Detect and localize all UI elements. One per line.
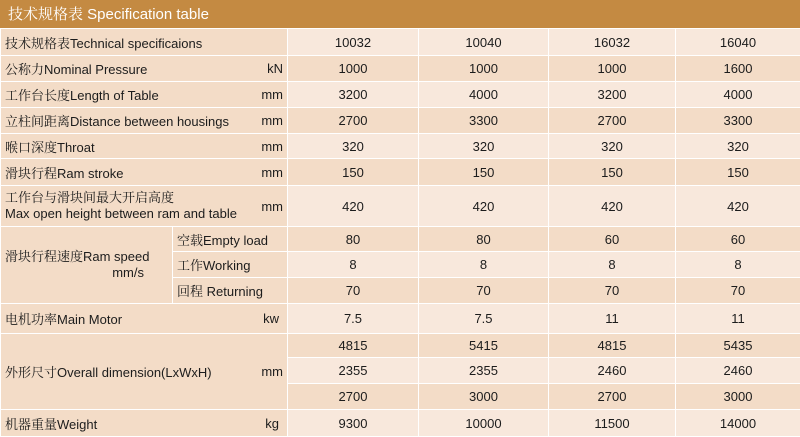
nominal-pressure-label bbox=[1, 56, 288, 82]
row-label: 公称力Nominal Pressure bbox=[5, 59, 147, 78]
value-cell: 420 bbox=[419, 186, 549, 227]
table-row-ram-speed-empty bbox=[1, 227, 800, 252]
value-cell: 1600 bbox=[676, 56, 800, 82]
value-cell: 8 bbox=[549, 252, 676, 278]
value-cell: 320 bbox=[288, 134, 419, 159]
value-cell: 70 bbox=[419, 278, 549, 304]
value-cell: 320 bbox=[419, 134, 549, 159]
value-cell: 11 bbox=[676, 304, 800, 334]
model-cell: 10032 bbox=[288, 29, 419, 56]
table-row-max-open-height bbox=[1, 186, 800, 227]
value-cell: 2355 bbox=[419, 358, 549, 384]
value-cell: 7.5 bbox=[419, 304, 549, 334]
value-cell: 320 bbox=[676, 134, 800, 159]
value-cell: 80 bbox=[288, 227, 419, 252]
table-row-nominal-pressure bbox=[1, 56, 800, 82]
value-cell: 5415 bbox=[419, 334, 549, 358]
value-cell: 70 bbox=[549, 278, 676, 304]
row-label-en: Max open height between ram and table bbox=[5, 206, 237, 222]
value-cell: 60 bbox=[676, 227, 800, 252]
value-cell: 80 bbox=[419, 227, 549, 252]
housing-distance-label bbox=[1, 108, 288, 134]
value-cell: 2700 bbox=[288, 384, 419, 410]
row-label: 喉口深度Throat bbox=[5, 137, 95, 156]
row-label: 滑块行程速度Ram speed bbox=[5, 249, 168, 265]
value-cell: 2700 bbox=[549, 108, 676, 134]
value-cell: 4815 bbox=[288, 334, 419, 358]
table-row-throat bbox=[1, 134, 800, 159]
row-label: 机器重量Weight bbox=[5, 414, 97, 433]
value-cell: 4000 bbox=[419, 82, 549, 108]
spec-table bbox=[0, 28, 800, 437]
value-cell: 420 bbox=[676, 186, 800, 227]
row-label: 电机功率Main Motor bbox=[5, 309, 122, 328]
value-cell: 11500 bbox=[549, 410, 676, 437]
weight-label bbox=[1, 410, 288, 437]
value-cell: 1000 bbox=[549, 56, 676, 82]
row-unit: kg bbox=[265, 416, 283, 431]
value-cell: 420 bbox=[549, 186, 676, 227]
value-cell: 8 bbox=[676, 252, 800, 278]
value-cell: 150 bbox=[676, 159, 800, 186]
working-label: 工作Working bbox=[173, 252, 288, 278]
value-cell: 14000 bbox=[676, 410, 800, 437]
value-cell: 4815 bbox=[549, 334, 676, 358]
ram-speed-label bbox=[1, 227, 173, 304]
value-cell: 1000 bbox=[419, 56, 549, 82]
row-label: 滑块行程Ram stroke bbox=[5, 163, 123, 182]
table-row-housing-distance bbox=[1, 108, 800, 134]
row-label-cn: 工作台与滑块间最大开启高度 bbox=[5, 190, 237, 206]
table-row-weight bbox=[1, 410, 800, 437]
returning-label: 回程 Returning bbox=[173, 278, 288, 304]
row-unit: mm bbox=[261, 165, 283, 180]
row-unit: kN bbox=[267, 61, 283, 76]
model-cell: 16040 bbox=[676, 29, 800, 56]
empty-load-label: 空载Empty load bbox=[173, 227, 288, 252]
value-cell: 150 bbox=[288, 159, 419, 186]
row-label: 外形尺寸Overall dimension(LxWxH) bbox=[5, 362, 212, 381]
row-unit: mm bbox=[261, 364, 283, 379]
value-cell: 8 bbox=[288, 252, 419, 278]
max-open-height-label bbox=[1, 186, 288, 227]
value-cell: 7.5 bbox=[288, 304, 419, 334]
table-title: 技术规格表 Specification table bbox=[0, 0, 800, 28]
value-cell: 420 bbox=[288, 186, 419, 227]
value-cell: 70 bbox=[676, 278, 800, 304]
row-unit: mm bbox=[261, 113, 283, 128]
ram-stroke-label bbox=[1, 159, 288, 186]
row-label: 工作台长度Length of Table bbox=[5, 85, 159, 104]
row-label: 立柱间距离Distance between housings bbox=[5, 111, 229, 130]
row-unit: mm bbox=[261, 199, 283, 214]
row-unit: mm bbox=[261, 139, 283, 154]
model-cell: 10040 bbox=[419, 29, 549, 56]
value-cell: 2460 bbox=[676, 358, 800, 384]
table-row-ram-stroke bbox=[1, 159, 800, 186]
value-cell: 2460 bbox=[549, 358, 676, 384]
table-row-models bbox=[1, 29, 800, 56]
value-cell: 3000 bbox=[419, 384, 549, 410]
value-cell: 1000 bbox=[288, 56, 419, 82]
table-row-overall-dimension-length bbox=[1, 334, 800, 358]
value-cell: 2700 bbox=[549, 384, 676, 410]
value-cell: 60 bbox=[549, 227, 676, 252]
row-unit: mm bbox=[261, 87, 283, 102]
value-cell: 3000 bbox=[676, 384, 800, 410]
overall-dimension-label bbox=[1, 334, 288, 410]
value-cell: 3200 bbox=[549, 82, 676, 108]
value-cell: 11 bbox=[549, 304, 676, 334]
value-cell: 4000 bbox=[676, 82, 800, 108]
value-cell: 10000 bbox=[419, 410, 549, 437]
table-row-table-length bbox=[1, 82, 800, 108]
throat-label bbox=[1, 134, 288, 159]
main-motor-label bbox=[1, 304, 288, 334]
table-length-label bbox=[1, 82, 288, 108]
table-row-main-motor bbox=[1, 304, 800, 334]
value-cell: 2700 bbox=[288, 108, 419, 134]
value-cell: 70 bbox=[288, 278, 419, 304]
value-cell: 150 bbox=[549, 159, 676, 186]
value-cell: 8 bbox=[419, 252, 549, 278]
value-cell: 2355 bbox=[288, 358, 419, 384]
value-cell: 9300 bbox=[288, 410, 419, 437]
value-cell: 150 bbox=[419, 159, 549, 186]
row-unit: mm/s bbox=[5, 265, 168, 281]
value-cell: 320 bbox=[549, 134, 676, 159]
model-cell: 16032 bbox=[549, 29, 676, 56]
value-cell: 5435 bbox=[676, 334, 800, 358]
row-unit: kw bbox=[263, 311, 283, 326]
tech-spec-label: 技术规格表Technical specificaions bbox=[1, 29, 288, 56]
value-cell: 3300 bbox=[676, 108, 800, 134]
value-cell: 3300 bbox=[419, 108, 549, 134]
value-cell: 3200 bbox=[288, 82, 419, 108]
